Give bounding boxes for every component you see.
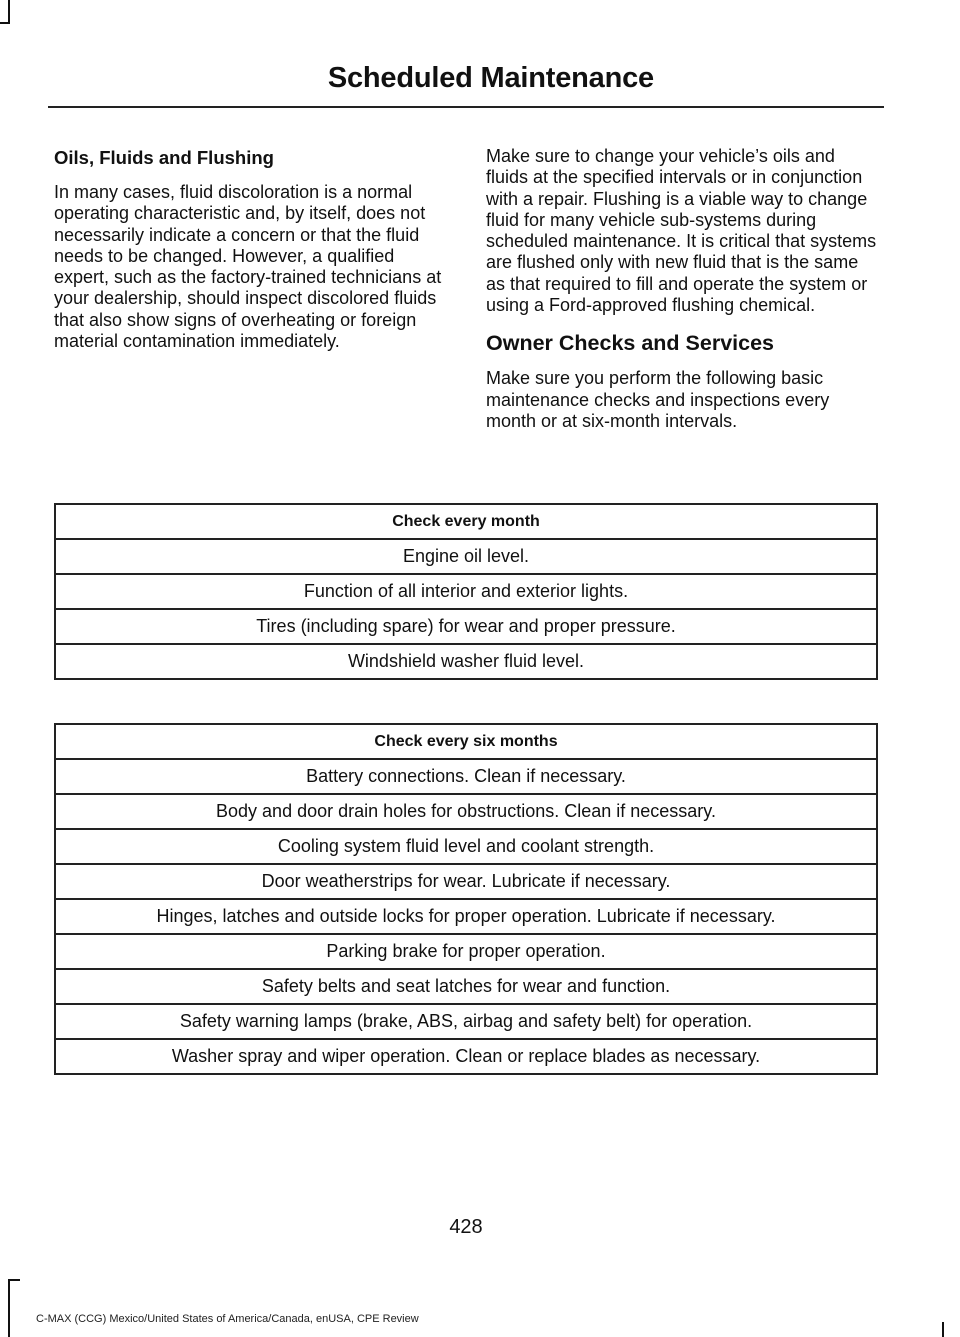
- section-heading-oils-fluids: Oils, Fluids and Flushing: [54, 147, 274, 168]
- table-row: [55, 899, 877, 934]
- table-header-row: [55, 724, 877, 759]
- six-month-checks-table: [54, 723, 878, 1075]
- table-row: [55, 1039, 877, 1074]
- table-row: [55, 759, 877, 794]
- crop-mark-top-left-vertical: [8, 0, 10, 24]
- left-column: [54, 146, 446, 366]
- table-header-cell: Check every month: [55, 504, 877, 539]
- table-cell: Body and door drain holes for obstructions. Clean if necessary.: [55, 794, 877, 829]
- table-header-row: [55, 504, 877, 539]
- table-row: [55, 1004, 877, 1039]
- table-row: [55, 934, 877, 969]
- paragraph-change-oils: Make sure to change your vehicle’s oils and fluids at the specified intervals or in conjunction with a repair. Flushing is a viable way to change fluid for many vehicle sub-systems during scheduled maintenance. It is critical that systems are flushed only with new fluid that is the same as that required to fill and operate the system or using a Ford-approved flushing chemical.: [486, 146, 877, 316]
- monthly-checks-table: [54, 503, 878, 680]
- table-row: [55, 794, 877, 829]
- table-row: [55, 609, 877, 644]
- table-row: [55, 829, 877, 864]
- table-cell: Door weatherstrips for wear. Lubricate if necessary.: [55, 864, 877, 899]
- crop-mark-bottom-left-vertical: [8, 1279, 10, 1337]
- table-cell: Windshield washer fluid level.: [55, 644, 877, 679]
- paragraph-fluid-discoloration: In many cases, fluid discoloration is a normal operating characteristic and, by itself, does not necessarily indicate a concern or that the fluid needs to be changed. However, a qualified expert, such as the factory-trained technicians at your dealership, should inspect discolored fluids that also show signs of overheating or foreign material contamination immediately.: [54, 182, 442, 352]
- table-row: [55, 864, 877, 899]
- table-row: [55, 644, 877, 679]
- table-cell: Cooling system fluid level and coolant strength.: [55, 829, 877, 864]
- paragraph-basic-checks: Make sure you perform the following basic maintenance checks and inspections every month or at six-month intervals.: [486, 368, 830, 431]
- crop-mark-bottom-right-vertical: [942, 1322, 944, 1337]
- table-row: [55, 969, 877, 1004]
- page-number: 428: [449, 1216, 483, 1238]
- table-cell: Battery connections. Clean if necessary.: [55, 759, 877, 794]
- table-cell: Safety belts and seat latches for wear and function.: [55, 969, 877, 1004]
- table-cell: Tires (including spare) for wear and proper pressure.: [55, 609, 877, 644]
- table-row: [55, 574, 877, 609]
- table-cell: Safety warning lamps (brake, ABS, airbag and safety belt) for operation.: [55, 1004, 877, 1039]
- table-cell: Hinges, latches and outside locks for proper operation. Lubricate if necessary.: [55, 899, 877, 934]
- table-header-cell: Check every six months: [55, 724, 877, 759]
- crop-mark-bottom-left-horizontal: [8, 1279, 20, 1281]
- table-row: [55, 539, 877, 574]
- footer-document-info: C-MAX (CCG) Mexico/United States of America/Canada, enUSA, CPE Review: [36, 1313, 419, 1325]
- table-cell: Engine oil level.: [55, 539, 877, 574]
- table-cell: Function of all interior and exterior lights.: [55, 574, 877, 609]
- header-divider: [48, 106, 884, 108]
- right-column: [486, 146, 878, 446]
- table-cell: Washer spray and wiper operation. Clean or replace blades as necessary.: [55, 1039, 877, 1074]
- page-title: Scheduled Maintenance: [327, 62, 654, 94]
- section-heading-owner-checks: Owner Checks and Services: [486, 331, 775, 356]
- table-cell: Parking brake for proper operation.: [55, 934, 877, 969]
- crop-mark-top-left-horizontal: [0, 22, 10, 24]
